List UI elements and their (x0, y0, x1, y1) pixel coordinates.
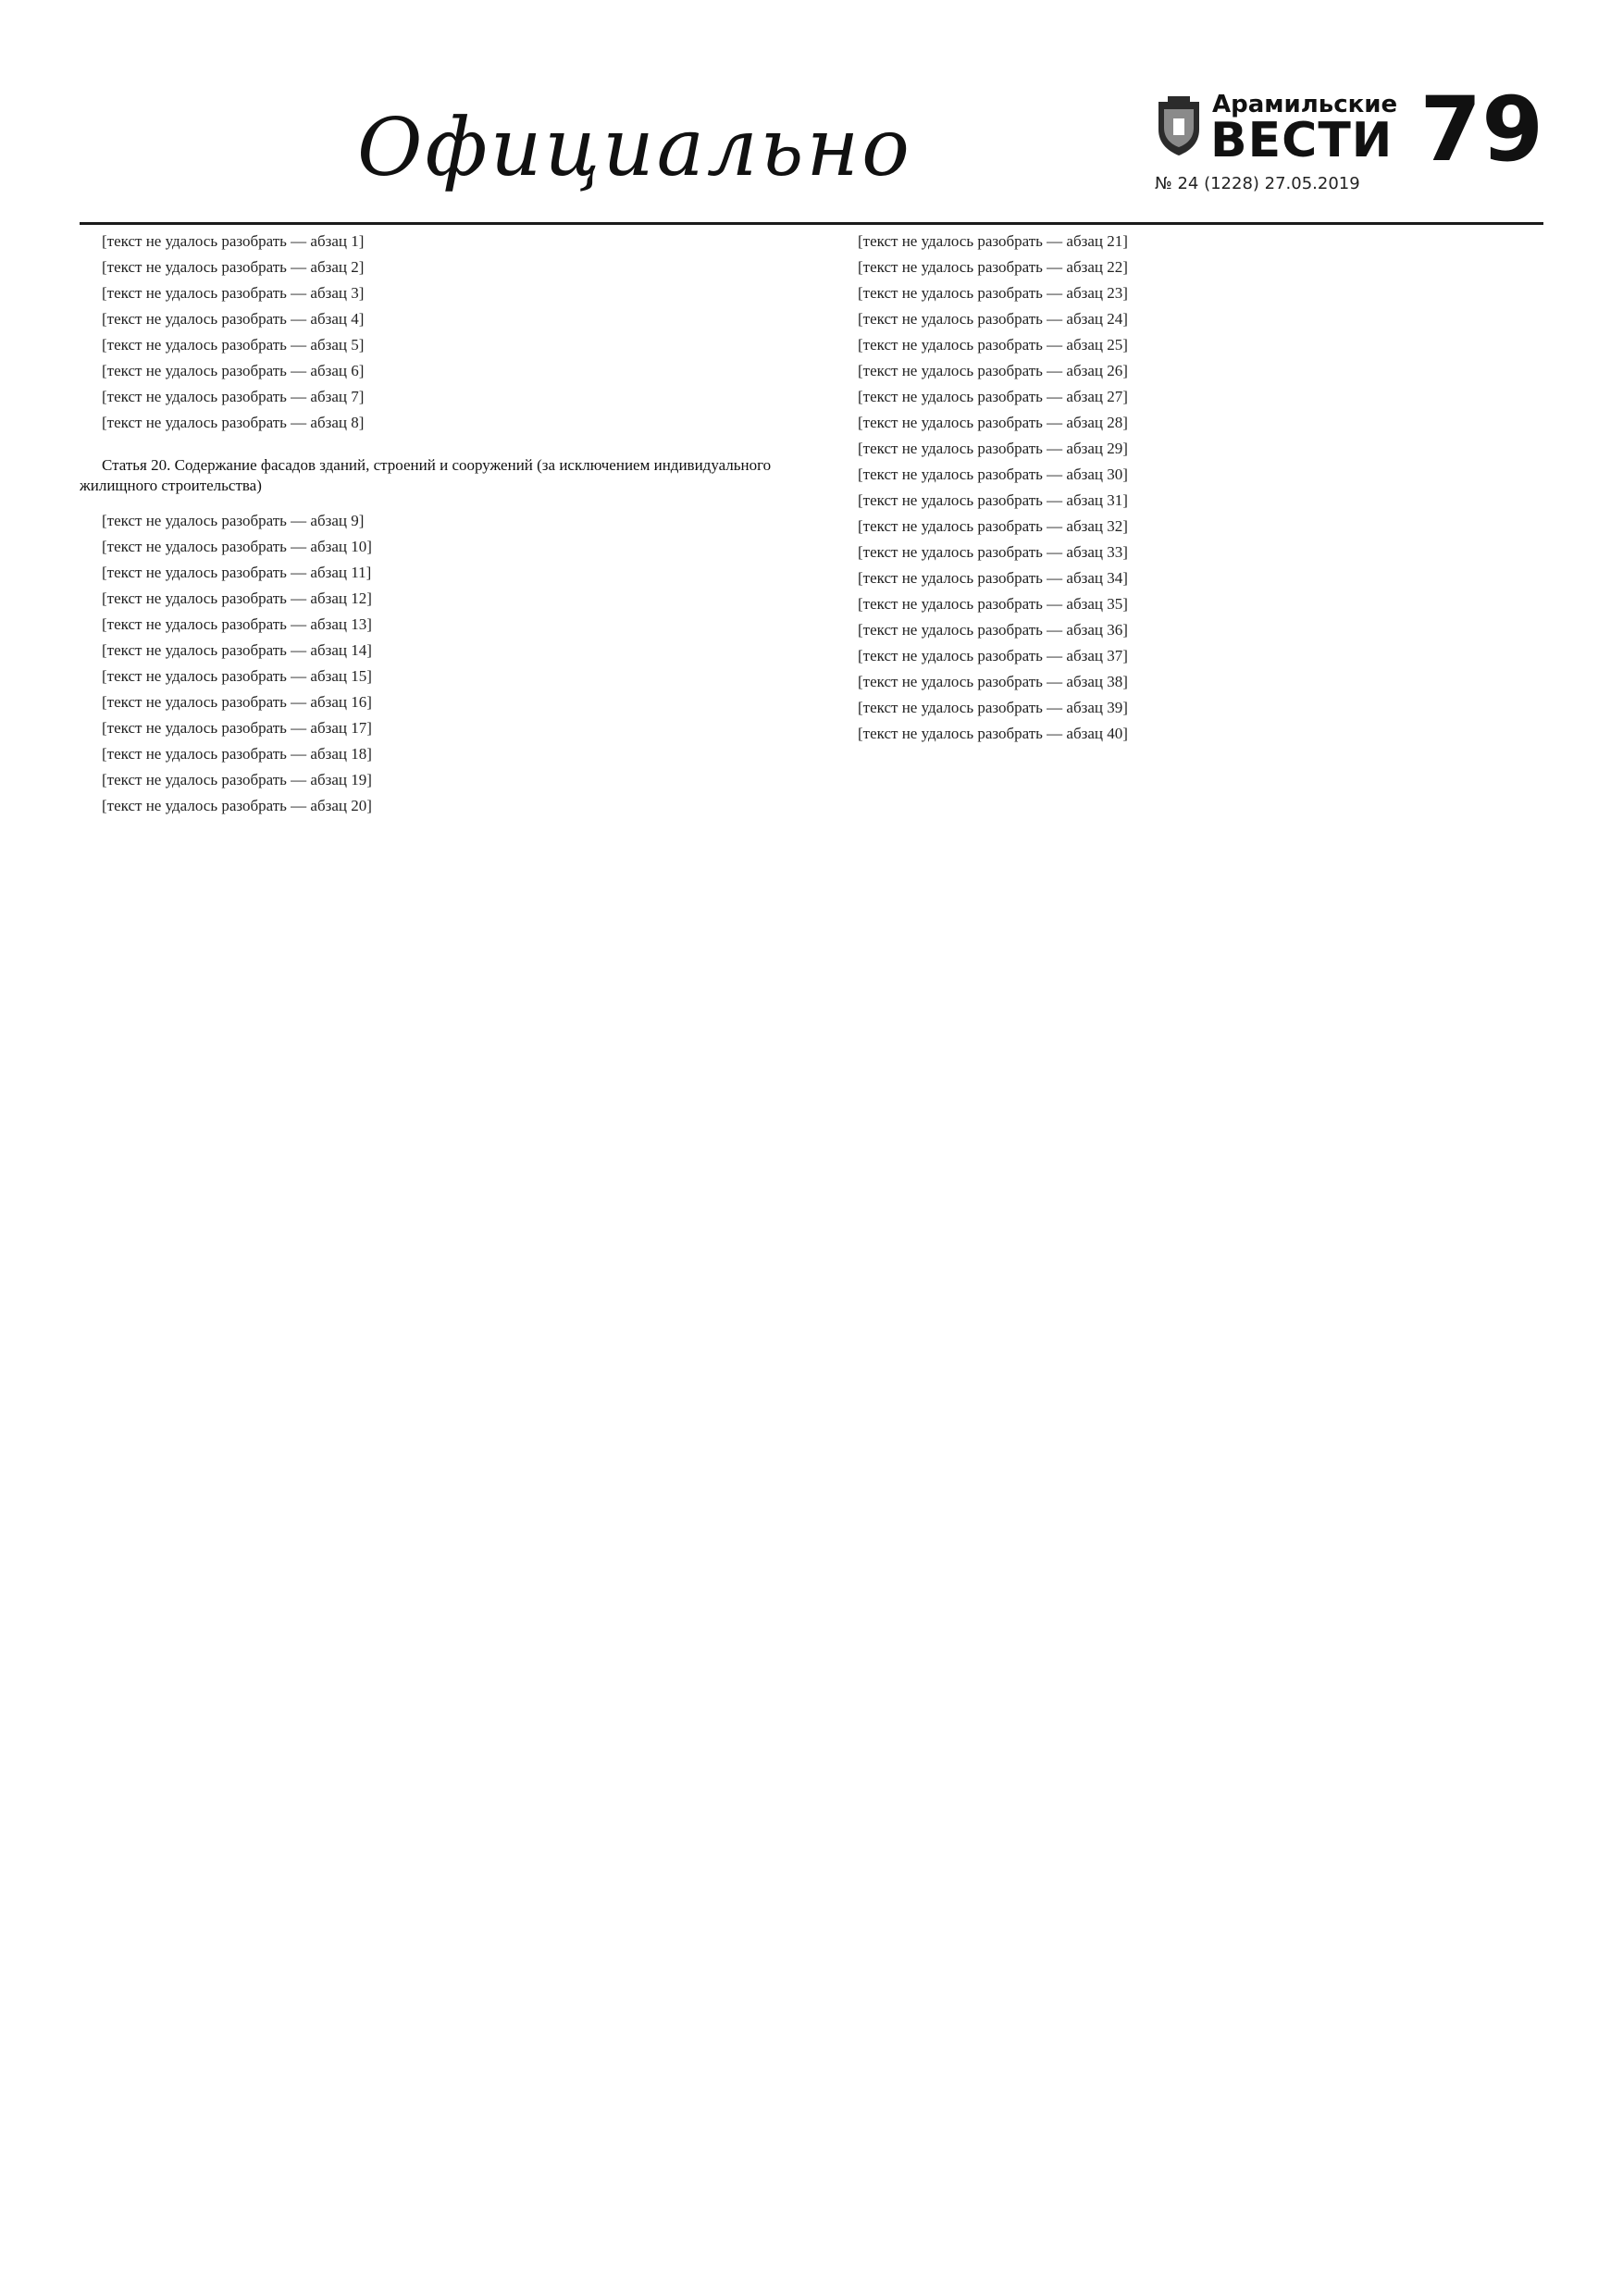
right-column (836, 231, 1543, 2230)
paragraph: [текст не удалось разобрать — абзац 37] (858, 647, 1128, 664)
paragraph: [текст не удалось разобрать — абзац 19] (102, 771, 372, 788)
paragraph: [текст не удалось разобрать — абзац 15] (102, 667, 372, 685)
issue-info: № 24 (1228) 27.05.2019 (1155, 174, 1360, 193)
coat-of-arms-icon (1155, 96, 1203, 157)
paragraph: [текст не удалось разобрать — абзац 32] (858, 517, 1128, 535)
paragraph: [текст не удалось разобрать — абзац 26] (858, 362, 1128, 379)
paragraph: [текст не удалось разобрать — абзац 10] (102, 538, 372, 555)
paragraph: [текст не удалось разобрать — абзац 22] (858, 258, 1128, 276)
paragraph: [текст не удалось разобрать — абзац 3] (102, 284, 365, 302)
paragraph: [текст не удалось разобрать — абзац 31] (858, 491, 1128, 509)
paragraph: [текст не удалось разобрать — абзац 11] (102, 564, 372, 581)
paragraph: [текст не удалось разобрать — абзац 33] (858, 543, 1128, 561)
article-columns (80, 231, 1543, 2230)
brand-name-large: ВЕСТИ (1210, 113, 1394, 168)
paragraph: [текст не удалось разобрать — абзац 27] (858, 388, 1128, 405)
paragraph: [текст не удалось разобрать — абзац 25] (858, 336, 1128, 354)
paragraph: [текст не удалось разобрать — абзац 40] (858, 725, 1128, 742)
paragraph: [текст не удалось разобрать — абзац 20] (102, 797, 372, 814)
paragraph: [текст не удалось разобрать — абзац 14] (102, 641, 372, 659)
brand-name-small: Арамильские (1212, 91, 1398, 118)
paragraph: [текст не удалось разобрать — абзац 38] (858, 673, 1128, 690)
paragraph: [текст не удалось разобрать — абзац 23] (858, 284, 1128, 302)
article-heading: Статья 20. Содержание фасадов зданий, строений и сооружений (за исключением индивидуального жилищного строительства) (80, 456, 772, 494)
paragraph: [текст не удалось разобрать — абзац 17] (102, 719, 372, 737)
paragraph: [текст не удалось разобрать — абзац 1] (102, 232, 365, 250)
paragraph: [текст не удалось разобрать — абзац 4] (102, 310, 365, 328)
paragraph: [текст не удалось разобрать — абзац 9] (102, 512, 365, 529)
page-number: 79 (1419, 78, 1543, 181)
masthead (80, 65, 1543, 225)
left-column (80, 231, 787, 2230)
page-headline: Официально (357, 102, 912, 194)
paragraph: [текст не удалось разобрать — абзац 34] (858, 569, 1128, 587)
paragraph: [текст не удалось разобрать — абзац 8] (102, 414, 365, 431)
paragraph: [текст не удалось разобрать — абзац 28] (858, 414, 1128, 431)
paragraph: [текст не удалось разобрать — абзац 7] (102, 388, 365, 405)
paragraph: [текст не удалось разобрать — абзац 5] (102, 336, 365, 354)
newspaper-brand (1155, 91, 1398, 193)
paragraph: [текст не удалось разобрать — абзац 6] (102, 362, 365, 379)
paragraph: [текст не удалось разобрать — абзац 18] (102, 745, 372, 763)
paragraph: [текст не удалось разобрать — абзац 12] (102, 590, 372, 607)
paragraph: [текст не удалось разобрать — абзац 36] (858, 621, 1128, 639)
paragraph: [текст не удалось разобрать — абзац 13] (102, 615, 372, 633)
paragraph: [текст не удалось разобрать — абзац 2] (102, 258, 365, 276)
paragraph: [текст не удалось разобрать — абзац 30] (858, 465, 1128, 483)
paragraph: [текст не удалось разобрать — абзац 24] (858, 310, 1128, 328)
paragraph: [текст не удалось разобрать — абзац 29] (858, 440, 1128, 457)
paragraph: [текст не удалось разобрать — абзац 21] (858, 232, 1128, 250)
paragraph: [текст не удалось разобрать — абзац 39] (858, 699, 1128, 716)
paragraph: [текст не удалось разобрать — абзац 35] (858, 595, 1128, 613)
paragraph: [текст не удалось разобрать — абзац 16] (102, 693, 372, 711)
